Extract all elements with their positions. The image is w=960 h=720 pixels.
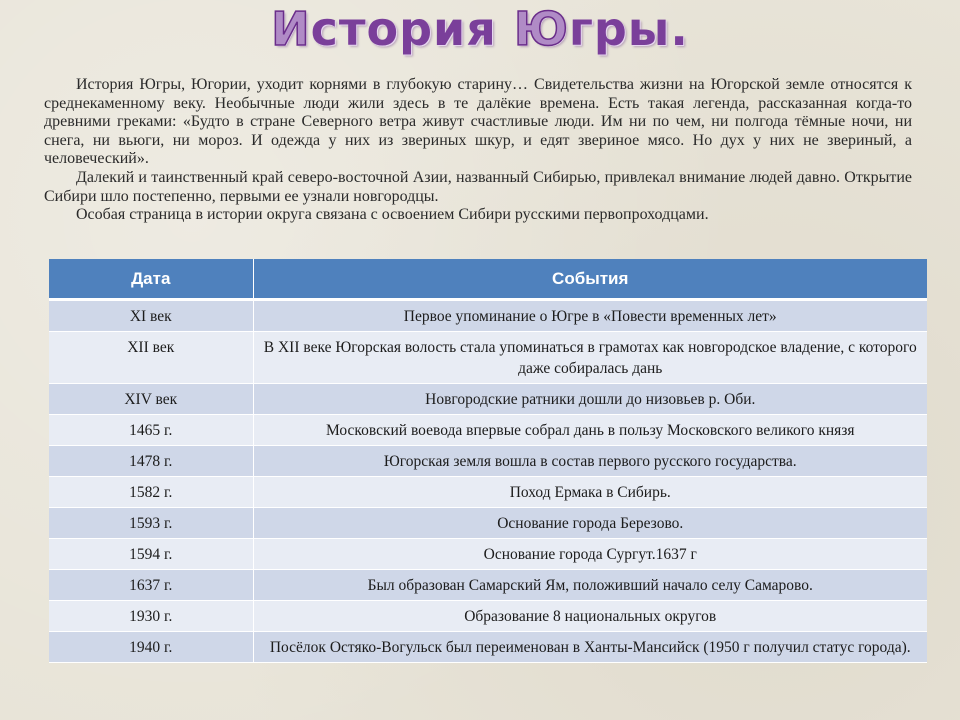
header-events: События [253,259,927,300]
cell-date: 1594 г. [49,539,253,570]
table-row [49,300,927,332]
table-row [49,539,927,570]
history-table [49,259,927,663]
intro-text [44,76,912,225]
cell-date: XIV век [49,384,253,415]
intro-paragraph: Далекий и таинственный край северо-восточной Азии, названный Сибирью, привлекал внимание людей давно. Открытие Сибири шло постепенно, первыми ее узнали новгородцы. [44,168,912,205]
table-row [49,415,927,446]
cell-event: Основание города Березово. [253,508,927,539]
table-row [49,632,927,663]
cell-date: 1465 г. [49,415,253,446]
title-initial-2: Ю [513,2,569,56]
title-part-1: стория [310,2,514,56]
table-row [49,446,927,477]
cell-event: Образование 8 национальных округов [253,601,927,632]
cell-date: XI век [49,300,253,332]
cell-event: Основание города Сургут.1637 г [253,539,927,570]
cell-event: Посёлок Остяко-Вогульск был переименован в Ханты-Мансийск (1950 г получил статус города). [253,632,927,663]
table-row [49,601,927,632]
title-initial-1: И [271,2,311,56]
table-row [49,332,927,384]
cell-date: 1637 г. [49,570,253,601]
cell-date: 1582 г. [49,477,253,508]
title-part-2: гры. [568,2,689,56]
cell-date: 1930 г. [49,601,253,632]
cell-date: 1478 г. [49,446,253,477]
table-row [49,508,927,539]
intro-paragraph: Особая страница в истории округа связана с освоением Сибири русскими первопроходцами. [76,206,709,224]
table-row [49,570,927,601]
cell-event: Югорская земля вошла в состав первого русского государства. [253,446,927,477]
page-title [0,2,960,56]
header-date: Дата [49,259,253,300]
cell-event: Московский воевода впервые собрал дань в пользу Московского великого князя [253,415,927,446]
cell-event: Был образован Самарский Ям, положивший начало селу Самарово. [253,570,927,601]
cell-date: 1593 г. [49,508,253,539]
cell-event: Первое упоминание о Югре в «Повести временных лет» [253,300,927,332]
cell-date: 1940 г. [49,632,253,663]
table-row [49,384,927,415]
cell-date: XII век [49,332,253,384]
cell-event: В XII веке Югорская волость стала упоминаться в грамотах как новгородское владение, с которого даже собиралась дань [253,332,927,384]
cell-event: Новгородские ратники дошли до низовьев р. Оби. [253,384,927,415]
table-header-row [49,259,927,300]
intro-paragraph: История Югры, Югории, уходит корнями в глубокую старину… Свидетельства жизни на Югорской земле относятся к среднекаменному веку. Необычные люди жили здесь в те далёкие времена. Есть такая легенда, рассказанная когда-то древними греками: «Будто в стране Северного ветра живут счастливые люди. Им ни по чем, ни полгода тёмные ночи, ни снега, ни вьюги, ни мороз. И одежда у них из звериных шкур, и едят звериное мясо. Но дух у них не звериный, а человеческий». [44,76,912,168]
history-table-container [49,259,927,663]
cell-event: Поход Ермака в Сибирь. [253,477,927,508]
table-row [49,477,927,508]
